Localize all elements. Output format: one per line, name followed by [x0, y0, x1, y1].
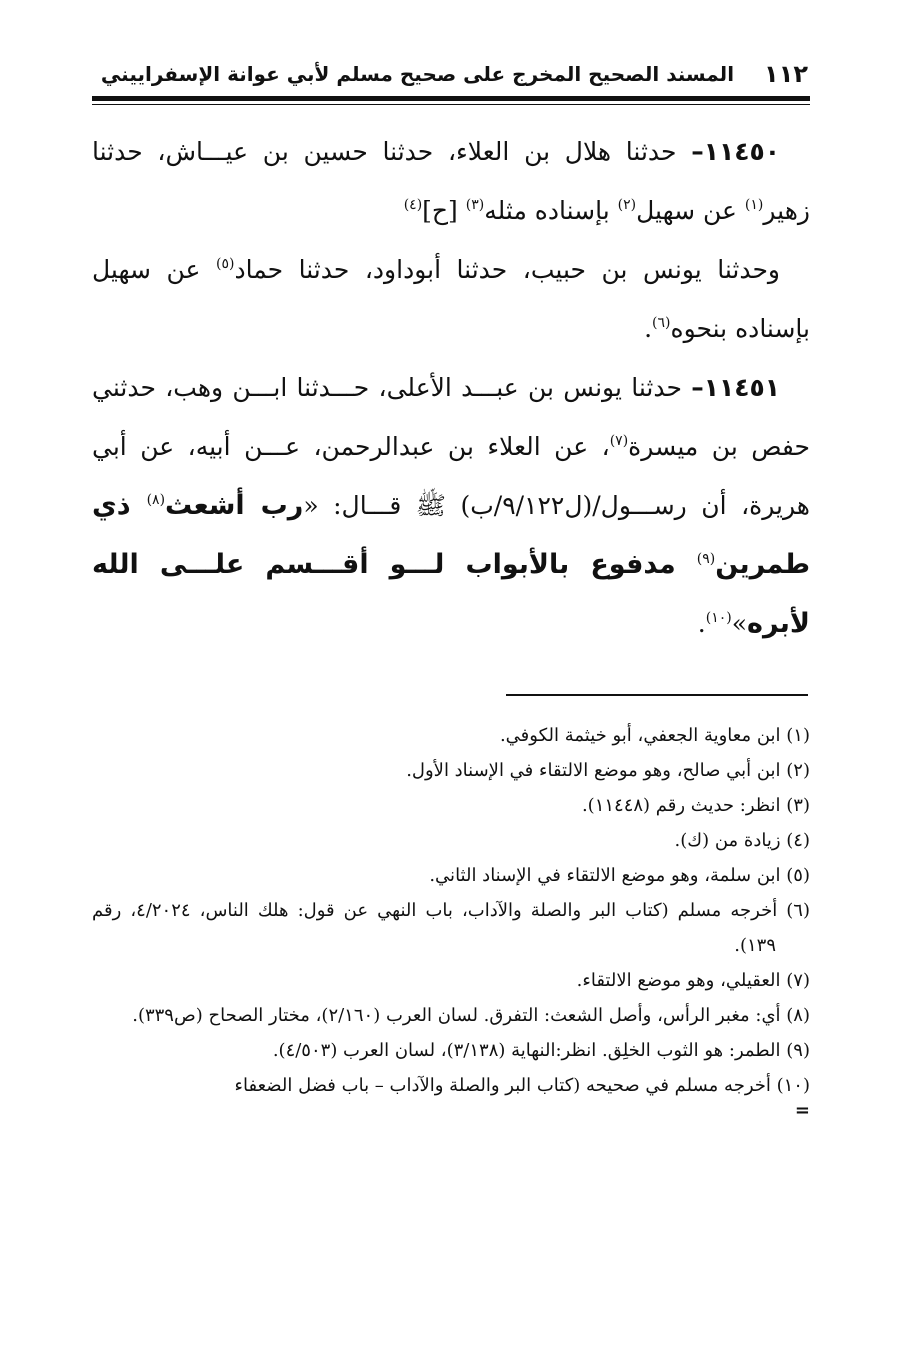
hadith-text: .	[697, 609, 706, 638]
footnote-marker[interactable]: (٦)	[652, 315, 671, 331]
footnote: (٩) الطمر: هو الثوب الخلِق. انظر:النهاية (٣/١٣٨)، لسان العرب (٤/٥٠٣).	[272, 1040, 810, 1061]
footnote: (١) ابن معاوية الجعفي، أبو خيثمة الكوفي.	[499, 725, 810, 746]
hadith-1450-paragraph	[92, 122, 810, 240]
hadith-text: عن سهيل	[636, 196, 745, 225]
footnote-marker[interactable]: (٥)	[215, 256, 235, 272]
footnote-continuation-mark: =	[794, 1100, 810, 1121]
footnote-marker[interactable]: (٢)	[617, 197, 637, 213]
footnote-marker[interactable]: (٩)	[696, 551, 716, 567]
hadith-text: .	[644, 314, 653, 343]
hadith-matn: رب أشعث	[165, 490, 304, 521]
hadith-matn: مدفوع بالأبواب لـــو أقـــسم علـــى الله لأبره	[92, 549, 810, 639]
quote-open: «	[303, 491, 319, 520]
header-rule-thick	[92, 96, 810, 101]
footnotes	[92, 718, 810, 1119]
hadith-text: [ح]	[422, 196, 466, 225]
page-number: ١١٢	[764, 60, 808, 88]
hadith-dash: –	[691, 137, 704, 166]
footnote: (٤) زيادة من (ك).	[674, 830, 810, 851]
hadith-1451-paragraph	[92, 358, 810, 653]
hadith-text: عن سهيل بإسناده بنحوه	[92, 255, 810, 343]
footnote: (٥) ابن سلمة، وهو موضع الالتقاء في الإسناد الثاني.	[429, 865, 810, 886]
running-header	[92, 54, 808, 94]
hadith-text: وحدثنا يونس بن حبيب، حدثنا أبوداود، حدثنا حماد	[234, 255, 781, 284]
footnote-marker[interactable]: (٤)	[403, 197, 423, 213]
hadith-text: حدثنا يونس بن عبـــد الأعلى، حـــدثنا ابـــن وهب، حدثني حفص بن ميسرة	[92, 373, 810, 461]
footnote: (٨) أي: مغبر الرأس، وأصل الشعث: التفرق. لسان العرب (٢/١٦٠)، مختار الصحاح (ص٣٣٩).	[132, 1005, 810, 1026]
footnote-marker[interactable]: (٨)	[146, 492, 166, 508]
footnote: (٧) العقيلي، وهو موضع الالتقاء.	[576, 970, 810, 991]
header-rule-thin	[92, 104, 810, 105]
hadith-matn: ذي طمرين	[92, 490, 810, 580]
main-text	[92, 122, 810, 653]
footnote: (٢) ابن أبي صالح، وهو موضع الالتقاء في الإسناد الأول.	[406, 760, 810, 781]
hadith-text: ، عن العلاء بن عبدالرحمن، عـــن أبيه، عن أبي هريرة، أن رســـول/(ل٩/١٢٢/ب) ﷺ قـــال:	[92, 432, 810, 520]
footnote: (١٠) أخرجه مسلم في صحيحه (كتاب البر والصلة والآداب – باب فضل الضعفاء	[234, 1075, 810, 1096]
footnote-marker[interactable]: (١٠)	[705, 610, 732, 626]
footnote-marker[interactable]: (٧)	[609, 433, 629, 449]
footnote-separator	[506, 694, 808, 696]
hadith-1450-second-chain	[92, 240, 810, 358]
footnote: (٣) انظر: حديث رقم (١١٤٤٨).	[581, 795, 810, 816]
quote-close: »	[731, 609, 748, 638]
hadith-number: ١١٤٥٠	[703, 137, 780, 166]
hadith-number: ١١٤٥١	[703, 373, 780, 402]
footnote-marker[interactable]: (١)	[744, 197, 764, 213]
book-title: المسند الصحيح المخرج على صحيح مسلم لأبي عوانة الإسفراييني	[100, 62, 735, 86]
footnote: (٦) أخرجه مسلم (كتاب البر والصلة والآداب، باب النهي عن قول: هلك الناس، ٤/٢٠٢٤، رقم ١٣٩).	[92, 900, 810, 956]
hadith-dash: –	[691, 373, 704, 402]
hadith-text: بإسناده مثله	[484, 196, 618, 225]
footnote-marker[interactable]: (٣)	[465, 197, 485, 213]
hadith-text: حدثنا هلال بن العلاء، حدثنا حسين بن عيـــاش، حدثنا زهير	[92, 137, 810, 225]
